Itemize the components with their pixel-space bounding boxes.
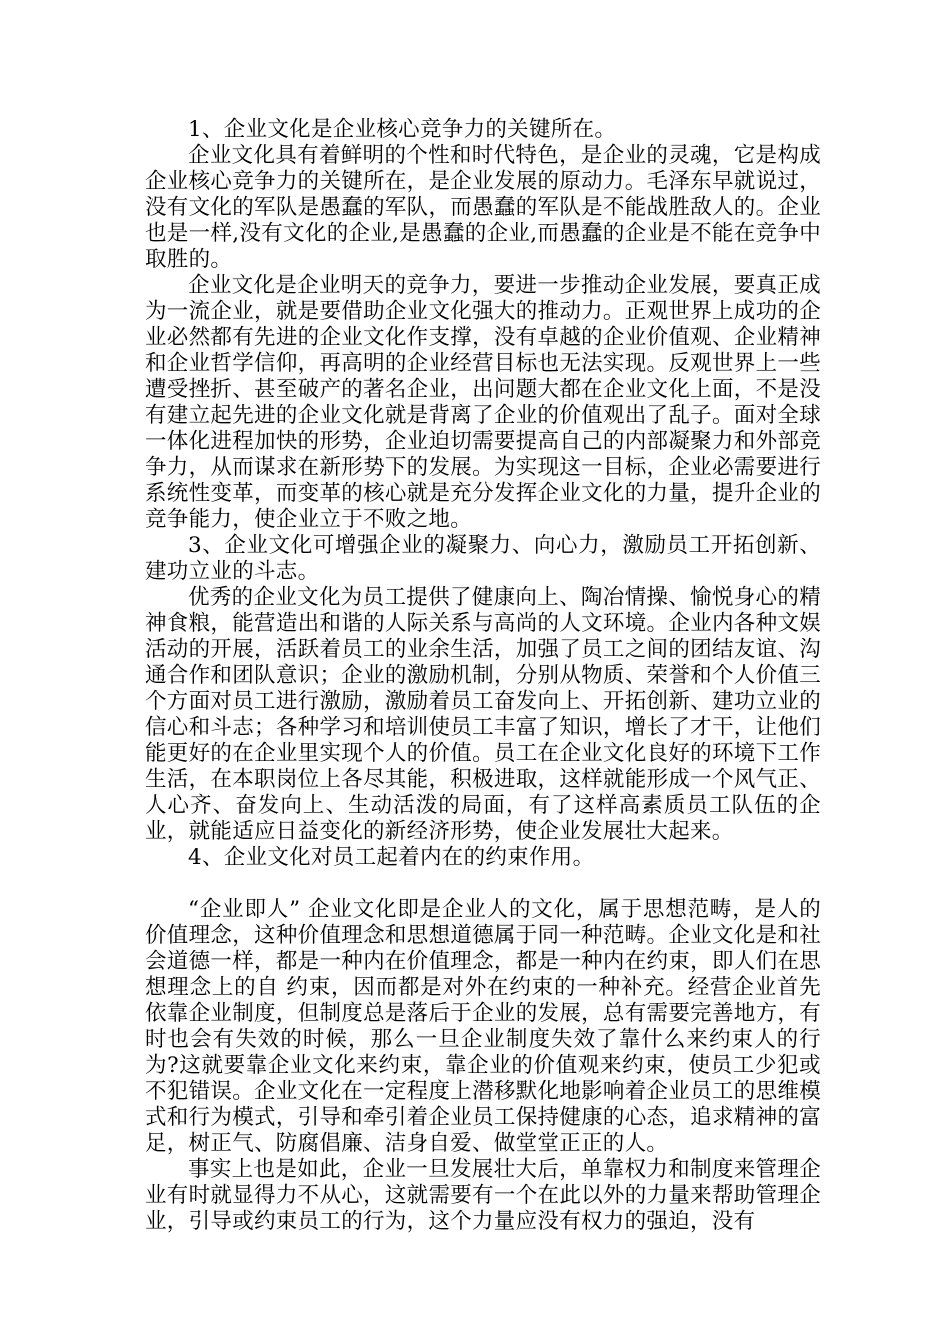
- paragraph-enterprise-is-people: “企业即人” 企业文化即是企业人的文化，属于思想范畴，是人的价值理念，这种价值理念和思想道德属于同一种范畴。企业文化是和社会道德一样，都是一种内在价值理念，都是一种内在约束，即人们在思想理念上的自 约束，因而都是对外在约束的一种补充。经营企业首先依靠企业制度，但制度总是落后于企业的发展，总有需要完善地方，有时也会有失效的时候，那么一旦企业制度失效了靠什么来约束人的行为?这就要靠企业文化来约束，靠企业的价值观来约束，使员工少犯或不犯错误。企业文化在一定程度上潜移默化地影响着企业员工的思维模式和行为模式，引导和牵引着企业员工保持健康的心态，追求精神的富足，树正气、防腐倡廉、洁身自爱、做堂堂正正的人。: [145, 897, 821, 1156]
- paragraph-excellent-culture: 优秀的企业文化为员工提供了健康向上、陶冶情操、愉悦身心的精神食粮，能营造出和谐的人际关系与高尚的人文环境。企业内各种文娱活动的开展，活跃着员工的业余生活，加强了员工之间的团结友谊、沟通合作和团队意识；企业的激励机制，分别从物质、荣誉和个人价值三个方面对员工进行激励，激励着员工奋发向上、开拓创新、建功立业的信心和斗志；各种学习和培训使员工丰富了知识，增长了才干，让他们能更好的在企业里实现个人的价值。员工在企业文化良好的环境下工作生活，在本职岗位上各尽其能，积极进取，这样就能形成一个风气正、人心齐、奋发向上、生动活泼的局面，有了这样高素质员工队伍的企业，就能适应日益变化的新经济形势，使企业发展壮大起来。: [145, 585, 821, 844]
- document-body: [145, 117, 821, 1235]
- paragraph-culture-soul: 企业文化具有着鲜明的个性和时代特色，是企业的灵魂，它是构成企业核心竞争力的关键所在，是企业发展的原动力。毛泽东早就说过，没有文化的军队是愚蠢的军队，而愚蠢的军队是不能战胜敌人的。企业也是一样,没有文化的企业,是愚蠢的企业,而愚蠢的企业是不能在竞争中取胜的。: [145, 143, 821, 272]
- heading-cohesion: 3、企业文化可增强企业的凝聚力、向心力，激励员工开拓创新、建功立业的斗志。: [145, 533, 821, 584]
- paragraph-future-competitiveness: 企业文化是企业明天的竞争力，要进一步推动企业发展，要真正成为一流企业，就是要借助企业文化强大的推动力。正观世界上成功的企业必然都有先进的企业文化作支撑，没有卓越的企业价值观、企业精神和企业哲学信仰，再高明的企业经营目标也无法实现。反观世界上一些遭受挫折、甚至破产的著名企业，出问题大都在企业文化上面，不是没有建立起先进的企业文化就是背离了企业的价值观出了乱子。面对全球一体化进程加快的形势，企业迫切需要提高自己的内部凝聚力和外部竞争力，从而谋求在新形势下的发展。为实现这一目标，企业必需要进行系统性变革，而变革的核心就是充分发挥企业文化的力量，提升企业的竞争能力，使企业立于不败之地。: [145, 273, 821, 532]
- heading-internal-constraint: 4、企业文化对员工起着内在的约束作用。: [188, 845, 595, 870]
- heading-core-competitiveness: 1、企业文化是企业核心竞争力的关键所在。: [188, 117, 617, 142]
- paragraph-in-fact: 事实上也是如此，企业一旦发展壮大后，单靠权力和制度来管理企业有时就显得力不从心，这就需要有一个在此以外的力量来帮助管理企业，引导或约束员工的行为，这个力量应没有权力的强迫，没有: [145, 1157, 821, 1234]
